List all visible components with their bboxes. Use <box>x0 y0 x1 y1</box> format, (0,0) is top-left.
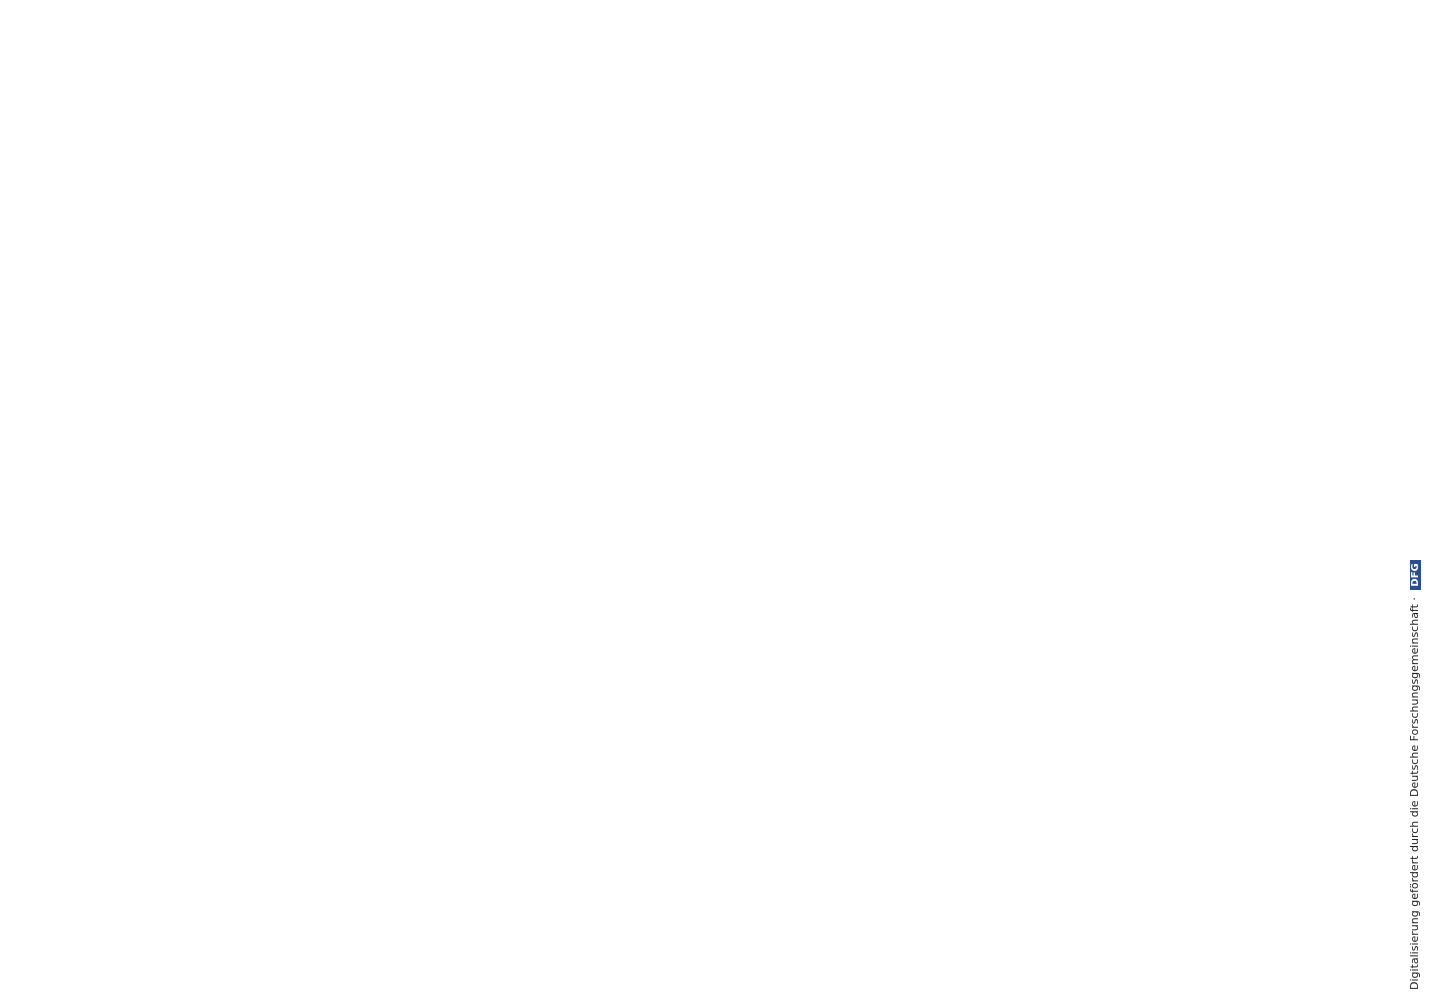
dfg-logo: DFG <box>1410 560 1421 589</box>
sidebar-credit <box>1408 10 1430 990</box>
credit-text: Digitalisierung gefördert durch die Deutsche Forschungsgemeinschaft · <box>1408 597 1421 990</box>
